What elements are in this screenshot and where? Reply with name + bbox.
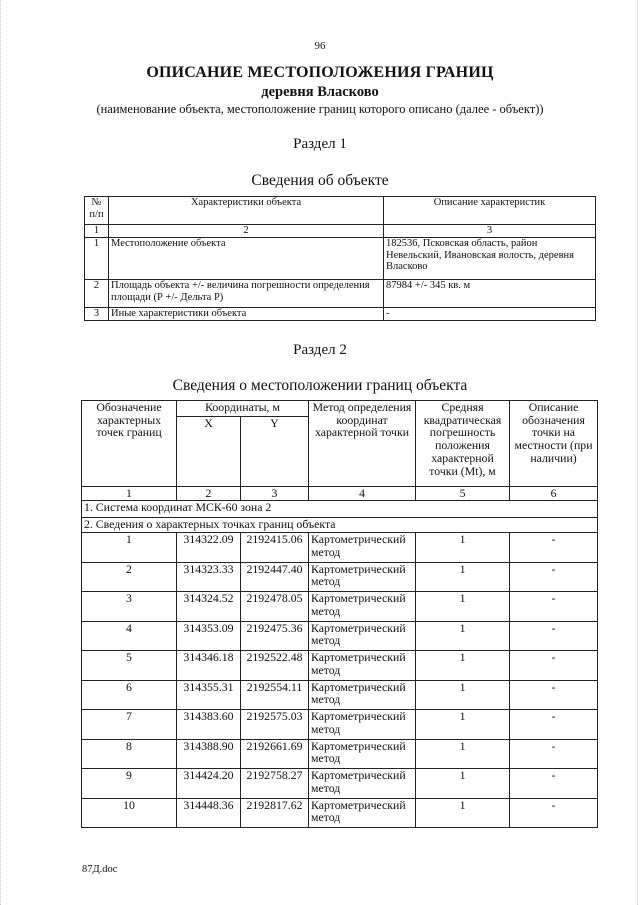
point-row bbox=[82, 621, 598, 651]
point-method: Картометрический метод bbox=[309, 680, 416, 710]
point-id: 7 bbox=[82, 710, 177, 740]
point-y: 2192475.36 bbox=[241, 621, 309, 651]
point-error: 1 bbox=[416, 739, 510, 769]
point-x: 314322.09 bbox=[177, 533, 241, 563]
point-id: 4 bbox=[82, 621, 177, 651]
point-y: 2192478.05 bbox=[241, 592, 309, 622]
coordinate-system: 1. Система координат МСК-60 зона 2 bbox=[82, 501, 598, 518]
point-error: 1 bbox=[416, 533, 510, 563]
point-method: Картометрический метод bbox=[309, 798, 416, 828]
points-caption-row bbox=[82, 518, 598, 533]
column-number: 1 bbox=[85, 225, 109, 238]
point-error: 1 bbox=[416, 680, 510, 710]
point-method: Картометрический метод bbox=[309, 739, 416, 769]
row-characteristic: Местоположение объекта bbox=[109, 238, 384, 280]
row-description: - bbox=[384, 308, 596, 321]
point-x: 314388.90 bbox=[177, 739, 241, 769]
point-x: 314424.20 bbox=[177, 769, 241, 799]
object-caption: (наименование объекта, местоположение границ которого описано (далее - объект)) bbox=[96, 102, 544, 116]
column-number: 3 bbox=[241, 487, 309, 501]
point-marking: - bbox=[510, 621, 598, 651]
point-x: 314323.33 bbox=[177, 562, 241, 592]
point-method: Картометрический метод bbox=[309, 562, 416, 592]
column-number: 2 bbox=[177, 487, 241, 501]
point-id: 5 bbox=[82, 651, 177, 681]
point-row bbox=[82, 533, 598, 563]
point-id: 8 bbox=[82, 739, 177, 769]
header-characteristic: Характеристики объекта bbox=[109, 197, 384, 225]
column-number: 3 bbox=[384, 225, 596, 238]
point-marking: - bbox=[510, 739, 598, 769]
row-characteristic: Площадь объекта +/- величина погрешности определения площади (Р +/- Дельта Р) bbox=[109, 280, 384, 308]
point-method: Картометрический метод bbox=[309, 533, 416, 563]
point-id: 9 bbox=[82, 769, 177, 799]
row-description: 87984 +/- 345 кв. м bbox=[384, 280, 596, 308]
footer-filename: 87Д.doc bbox=[82, 864, 118, 875]
point-y: 2192758.27 bbox=[241, 769, 309, 799]
point-y: 2192447.40 bbox=[241, 562, 309, 592]
point-id: 2 bbox=[82, 562, 177, 592]
point-row bbox=[82, 651, 598, 681]
point-row bbox=[82, 739, 598, 769]
point-method: Картометрический метод bbox=[309, 651, 416, 681]
point-id: 3 bbox=[82, 592, 177, 622]
section1-heading: Сведения об объекте bbox=[251, 172, 389, 189]
row-description: 182536, Псковская область, район Невельский, Ивановская волость, деревня Власково bbox=[384, 238, 596, 280]
point-row bbox=[82, 710, 598, 740]
section2-heading: Сведения о местоположении границ объекта bbox=[172, 377, 468, 394]
points-table-header-row bbox=[82, 401, 598, 417]
point-marking: - bbox=[510, 680, 598, 710]
point-x: 314324.52 bbox=[177, 592, 241, 622]
header-marking: Описание обозначения точки на местности (при наличии) bbox=[510, 401, 598, 487]
point-marking: - bbox=[510, 651, 598, 681]
object-name: деревня Власково bbox=[261, 84, 379, 100]
row-num: 2 bbox=[85, 280, 109, 308]
row-characteristic: Иные характеристики объекта bbox=[109, 308, 384, 321]
point-marking: - bbox=[510, 592, 598, 622]
object-table-row bbox=[85, 308, 596, 321]
point-y: 2192575.03 bbox=[241, 710, 309, 740]
point-marking: - bbox=[510, 710, 598, 740]
object-table-column-numbers bbox=[85, 225, 596, 238]
header-y: Y bbox=[241, 417, 309, 487]
boundary-points-table bbox=[81, 400, 598, 828]
header-error: Средняя квадратическая погрешность положения характерной точки (Mt), м bbox=[416, 401, 510, 487]
point-x: 314346.18 bbox=[177, 651, 241, 681]
point-marking: - bbox=[510, 562, 598, 592]
point-x: 314448.36 bbox=[177, 798, 241, 828]
page-number: 96 bbox=[314, 40, 326, 52]
point-y: 2192415.06 bbox=[241, 533, 309, 563]
point-method: Картометрический метод bbox=[309, 769, 416, 799]
point-id: 1 bbox=[82, 533, 177, 563]
column-number: 1 bbox=[82, 487, 177, 501]
object-table-row bbox=[85, 280, 596, 308]
point-y: 2192522.48 bbox=[241, 651, 309, 681]
row-num: 3 bbox=[85, 308, 109, 321]
point-error: 1 bbox=[416, 769, 510, 799]
object-table-row bbox=[85, 238, 596, 280]
column-number: 2 bbox=[109, 225, 384, 238]
point-error: 1 bbox=[416, 651, 510, 681]
header-x: X bbox=[177, 417, 241, 487]
point-method: Картометрический метод bbox=[309, 710, 416, 740]
point-error: 1 bbox=[416, 621, 510, 651]
point-method: Картометрический метод bbox=[309, 621, 416, 651]
point-row bbox=[82, 798, 598, 828]
row-num: 1 bbox=[85, 238, 109, 280]
point-y: 2192661.69 bbox=[241, 739, 309, 769]
header-num: № п/п bbox=[85, 197, 109, 225]
section1-label: Раздел 1 bbox=[293, 136, 347, 152]
point-marking: - bbox=[510, 533, 598, 563]
point-y: 2192554.11 bbox=[241, 680, 309, 710]
coordinate-system-row bbox=[82, 501, 598, 518]
point-method: Картометрический метод bbox=[309, 592, 416, 622]
point-row bbox=[82, 562, 598, 592]
point-error: 1 bbox=[416, 798, 510, 828]
point-y: 2192817.62 bbox=[241, 798, 309, 828]
point-x: 314355.31 bbox=[177, 680, 241, 710]
object-info-table bbox=[84, 196, 596, 321]
points-caption: 2. Сведения о характерных точках границ объекта bbox=[82, 518, 598, 533]
point-id: 10 bbox=[82, 798, 177, 828]
point-error: 1 bbox=[416, 562, 510, 592]
header-description: Описание характеристик bbox=[384, 197, 596, 225]
point-error: 1 bbox=[416, 592, 510, 622]
point-row bbox=[82, 680, 598, 710]
header-point-designation: Обозначение характерных точек границ bbox=[82, 401, 177, 487]
point-x: 314383.60 bbox=[177, 710, 241, 740]
object-table-header-row bbox=[85, 197, 596, 225]
point-error: 1 bbox=[416, 710, 510, 740]
point-id: 6 bbox=[82, 680, 177, 710]
points-table-column-numbers bbox=[82, 487, 598, 501]
column-number: 6 bbox=[510, 487, 598, 501]
point-marking: - bbox=[510, 798, 598, 828]
point-x: 314353.09 bbox=[177, 621, 241, 651]
points-body bbox=[82, 533, 598, 828]
section2-label: Раздел 2 bbox=[293, 342, 347, 358]
column-number: 5 bbox=[416, 487, 510, 501]
point-row bbox=[82, 592, 598, 622]
header-method: Метод определения координат характерной точки bbox=[309, 401, 416, 487]
point-row bbox=[82, 769, 598, 799]
header-coordinates: Координаты, м bbox=[177, 401, 309, 417]
column-number: 4 bbox=[309, 487, 416, 501]
point-marking: - bbox=[510, 769, 598, 799]
document-title: ОПИСАНИЕ МЕСТОПОЛОЖЕНИЯ ГРАНИЦ bbox=[146, 64, 494, 81]
